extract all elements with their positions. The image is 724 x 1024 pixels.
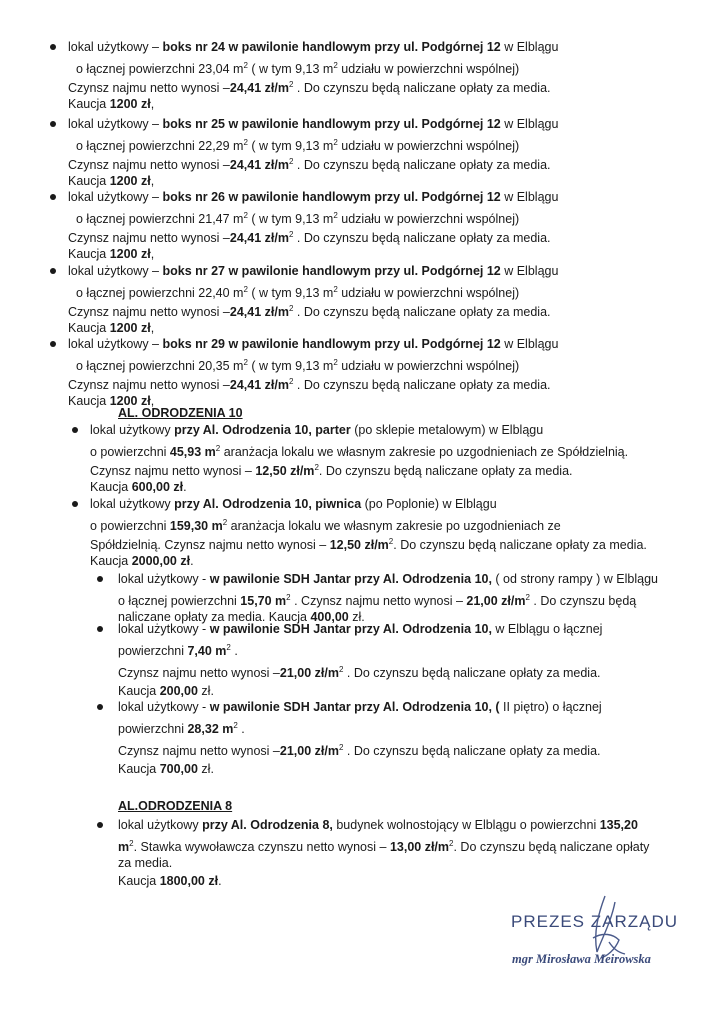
text-fragment: 200,00 (159, 684, 198, 698)
text-fragment: naliczane opłaty za media. Kaucja (118, 610, 311, 624)
text-line (76, 281, 519, 302)
text-fragment: 135,20 (599, 818, 638, 832)
text-fragment: lokal użytkowy - (118, 700, 210, 714)
text-fragment: . Do czynszu będą naliczane opłaty za media. (293, 231, 551, 246)
text-fragment: lokal użytkowy (90, 423, 175, 437)
text-fragment: o łącznej powierzchni (118, 594, 241, 609)
text-fragment: Kaucja (90, 480, 132, 494)
text-fragment: 1200 zł (109, 174, 151, 188)
superscript: 2 (449, 839, 454, 848)
superscript: 2 (288, 377, 294, 386)
text-fragment: , (150, 321, 155, 335)
text-fragment: Czynsz najmu netto wynosi – (90, 464, 256, 479)
text-fragment: o łącznej powierzchni 22,29 m (76, 139, 244, 154)
text-fragment: o łącznej powierzchni 21,47 m (76, 212, 244, 227)
superscript: 2 (333, 61, 338, 70)
text-fragment: o łącznej powierzchni 23,04 m (76, 62, 244, 77)
text-fragment: lokal użytkowy (118, 818, 203, 832)
text-fragment: zł. (197, 684, 214, 698)
text-fragment: przy Al. Odrodzenia 10, parter (174, 423, 351, 437)
text-fragment: udziału w powierzchni wspólnej) (337, 359, 520, 374)
superscript: 2 (288, 304, 294, 313)
superscript: 2 (222, 518, 228, 527)
superscript: 2 (288, 80, 294, 89)
text-fragment: udziału w powierzchni wspólnej) (337, 212, 520, 227)
text-fragment: lokal użytkowy (90, 497, 175, 511)
text-line (90, 533, 647, 554)
bullet-icon (97, 704, 103, 710)
text-fragment: lokal użytkowy - (118, 622, 210, 636)
superscript: 2 (288, 230, 294, 239)
text-fragment: przy Al. Odrodzenia 10, piwnica (174, 497, 362, 511)
text-line (118, 661, 601, 682)
text-line (118, 639, 238, 660)
text-line (68, 373, 686, 394)
text-fragment: Kaucja (68, 321, 110, 335)
text-fragment: 400,00 (310, 610, 349, 624)
text-line (76, 207, 519, 228)
text-fragment: Kaucja (68, 174, 110, 188)
text-fragment: 2000,00 zł (131, 554, 191, 568)
text-fragment: 1800,00 zł (159, 874, 219, 888)
text-line (68, 95, 154, 113)
text-fragment: 159,30 m (169, 519, 223, 534)
text-fragment: . (237, 722, 245, 737)
text-fragment: powierzchni (118, 722, 188, 737)
text-fragment: o powierzchni (90, 519, 170, 534)
text-fragment: . Do czynszu będą (529, 594, 637, 609)
text-fragment: (po Poplonie) w Elblągu (361, 497, 497, 511)
text-fragment: udziału w powierzchni wspólnej) (337, 286, 520, 301)
text-fragment: Kaucja (118, 684, 160, 698)
superscript: 2 (215, 444, 221, 453)
text-fragment: ( od strony rampy ) w Elblągu (491, 572, 658, 586)
text-fragment: Czynsz najmu netto wynosi – (68, 81, 230, 96)
text-fragment: . Do czynszu będą naliczane opłaty (453, 840, 650, 855)
text-fragment: lokal użytkowy - (118, 572, 210, 586)
text-fragment: boks nr 25 w pawilonie handlowym przy ul. Podgórnej 12 (162, 117, 501, 131)
text-line (118, 698, 602, 716)
text-line (90, 440, 628, 461)
text-fragment: Kaucja (68, 394, 110, 408)
text-fragment: o łącznej powierzchni 20,35 m (76, 359, 244, 374)
text-fragment: . (190, 554, 194, 568)
text-fragment: 1200 zł (109, 247, 151, 261)
bullet-icon (97, 626, 103, 632)
text-fragment: . Do czynszu będą naliczane opłaty za media. (393, 538, 647, 553)
text-line (118, 835, 649, 856)
superscript: 2 (226, 643, 231, 652)
text-fragment: 21,00 zł/m (466, 594, 526, 609)
text-fragment: m (118, 840, 130, 855)
text-fragment: za media. (118, 856, 173, 870)
text-fragment: . Do czynszu będą naliczane opłaty za media. (343, 744, 601, 759)
text-fragment: Kaucja (68, 247, 110, 261)
text-line (68, 335, 558, 353)
superscript: 2 (243, 138, 248, 147)
superscript: 2 (243, 211, 248, 220)
text-line (118, 717, 245, 738)
text-line (68, 226, 686, 247)
superscript: 2 (333, 358, 338, 367)
bullet-icon (50, 268, 56, 274)
text-line (118, 739, 601, 760)
text-line (118, 854, 172, 872)
text-fragment: 45,93 m (169, 445, 216, 460)
text-fragment: 1200 zł (109, 321, 151, 335)
text-fragment: powierzchni (118, 644, 188, 659)
text-fragment: , (150, 394, 155, 408)
section-heading-odrodzenia-10: AL. ODRODZENIA 10 (118, 406, 243, 420)
text-fragment: w Elblągu (500, 337, 559, 351)
text-line (68, 115, 558, 133)
superscript: 2 (338, 665, 344, 674)
text-line (118, 570, 658, 588)
text-line (90, 459, 573, 480)
text-line (76, 354, 519, 375)
text-fragment: w Elblągu (500, 264, 559, 278)
superscript: 2 (233, 721, 238, 730)
text-fragment: o łącznej powierzchni 22,40 m (76, 286, 244, 301)
text-fragment: aranżacja lokalu we własnym zakresie po uzgodnieniach ze (227, 519, 561, 534)
text-fragment: 24,41 zł/m (229, 81, 289, 96)
text-fragment: 700,00 (159, 762, 198, 776)
text-fragment: lokal użytkowy – (68, 190, 163, 204)
text-fragment: Czynsz najmu netto wynosi – (68, 305, 230, 320)
text-fragment: . Czynsz najmu netto wynosi – (290, 594, 467, 609)
text-line (68, 262, 558, 280)
text-line (118, 816, 638, 834)
text-line (118, 760, 214, 778)
text-fragment: Spółdzielnią. Czynsz najmu netto wynosi – (90, 538, 330, 553)
text-fragment: 12,50 zł/m (255, 464, 315, 479)
text-line (76, 134, 519, 155)
text-line (90, 552, 194, 570)
text-fragment: Czynsz najmu netto wynosi – (118, 744, 280, 759)
text-fragment: w Elblągu (500, 190, 559, 204)
superscript: 2 (333, 138, 338, 147)
text-fragment: Czynsz najmu netto wynosi – (68, 158, 230, 173)
text-line (68, 153, 686, 174)
text-fragment: ( w tym 9,13 m (247, 286, 334, 301)
text-fragment: 24,41 zł/m (229, 378, 289, 393)
text-line (118, 872, 222, 890)
superscript: 2 (243, 61, 248, 70)
text-fragment: . Do czynszu będą naliczane opłaty za media. (293, 81, 551, 96)
text-fragment: budynek wolnostojący w Elblągu o powierzchni (332, 818, 600, 832)
text-fragment: boks nr 27 w pawilonie handlowym przy ul. Podgórnej 12 (162, 264, 501, 278)
text-fragment: 15,70 m (240, 594, 287, 609)
bullet-icon (97, 822, 103, 828)
text-fragment: udziału w powierzchni wspólnej) (337, 62, 520, 77)
text-fragment: ( w tym 9,13 m (247, 359, 334, 374)
superscript: 2 (243, 358, 248, 367)
text-line (76, 57, 519, 78)
section-heading-odrodzenia-8: AL.ODRODZENIA 8 (118, 799, 233, 813)
text-line (90, 514, 561, 535)
text-fragment: , (150, 174, 155, 188)
text-line (68, 76, 686, 97)
bullet-icon (97, 576, 103, 582)
text-fragment: Czynsz najmu netto wynosi – (68, 378, 230, 393)
text-fragment: lokal użytkowy – (68, 264, 163, 278)
superscript: 2 (338, 743, 344, 752)
superscript: 2 (333, 285, 338, 294)
text-fragment: Czynsz najmu netto wynosi – (68, 231, 230, 246)
text-line (68, 300, 686, 321)
text-fragment: ( w tym 9,13 m (247, 62, 334, 77)
text-fragment: boks nr 29 w pawilonie handlowym przy ul. Podgórnej 12 (162, 337, 501, 351)
text-fragment: . (218, 874, 222, 888)
text-fragment: lokal użytkowy – (68, 117, 163, 131)
bullet-icon (50, 341, 56, 347)
text-line (90, 421, 543, 439)
text-fragment: przy Al. Odrodzenia 8, (202, 818, 333, 832)
text-fragment: o powierzchni (90, 445, 170, 460)
text-fragment: . Do czynszu będą naliczane opłaty za media. (318, 464, 573, 479)
bullet-icon (72, 501, 78, 507)
superscript: 2 (288, 157, 294, 166)
text-fragment: 1200 zł (109, 97, 151, 111)
signature-name: mgr Mirosława Meirowska (512, 952, 651, 966)
text-fragment: . Do czynszu będą naliczane opłaty za media. (293, 378, 551, 393)
text-fragment: ( w tym 9,13 m (247, 212, 334, 227)
text-fragment: Kaucja (118, 762, 160, 776)
signature-title: PREZES ZARZĄDU (511, 912, 679, 931)
superscript: 2 (314, 463, 319, 472)
text-fragment: 21,00 zł/m (279, 666, 339, 681)
text-fragment: II piętro) o łącznej (499, 700, 602, 714)
text-fragment: . Stawka wywoławcza czynszu netto wynosi – (133, 840, 390, 855)
text-fragment: (po sklepie metalowym) w Elblągu (350, 423, 544, 437)
text-fragment: ( w tym 9,13 m (247, 139, 334, 154)
bullet-icon (50, 121, 56, 127)
text-fragment: 600,00 zł (131, 480, 184, 494)
superscript: 2 (286, 593, 291, 602)
text-fragment: 13,00 zł/m (389, 840, 450, 855)
text-fragment: 28,32 m (187, 722, 234, 737)
text-line (118, 589, 636, 610)
text-fragment: Kaucja (118, 874, 160, 888)
text-line (68, 38, 558, 56)
text-fragment: . Do czynszu będą naliczane opłaty za media. (293, 158, 551, 173)
text-fragment: w pawilonie SDH Jantar przy Al. Odrodzenia 10, ( (209, 700, 500, 714)
superscript: 2 (525, 593, 530, 602)
text-fragment: w Elblągu o łącznej (491, 622, 603, 636)
text-fragment: . Do czynszu będą naliczane opłaty za media. (343, 666, 601, 681)
bullet-icon (50, 194, 56, 200)
text-fragment: w Elblągu (500, 117, 559, 131)
text-fragment: 7,40 m (187, 644, 227, 659)
bullet-icon (50, 44, 56, 50)
text-fragment: 12,50 zł/m (329, 538, 389, 553)
text-fragment: lokal użytkowy – (68, 337, 163, 351)
superscript: 2 (243, 285, 248, 294)
superscript: 2 (388, 537, 394, 546)
text-fragment: Czynsz najmu netto wynosi – (118, 666, 280, 681)
text-fragment: 1200 zł (109, 394, 151, 408)
text-fragment: . Do czynszu będą naliczane opłaty za media. (293, 305, 551, 320)
text-fragment: , (150, 97, 155, 111)
text-fragment: w Elblągu (500, 40, 559, 54)
text-fragment: 24,41 zł/m (229, 305, 289, 320)
text-line (68, 188, 558, 206)
text-fragment: 21,00 zł/m (279, 744, 339, 759)
text-fragment: lokal użytkowy – (68, 40, 163, 54)
superscript: 2 (333, 211, 338, 220)
bullet-icon (72, 427, 78, 433)
text-fragment: , (150, 247, 155, 261)
text-line (90, 478, 187, 496)
text-fragment: Kaucja (68, 97, 110, 111)
text-fragment: zł. (197, 762, 214, 776)
text-fragment: aranżacja lokalu we własnym zakresie po uzgodnieniach ze Spółdzielnią. (220, 445, 629, 460)
text-fragment: boks nr 26 w pawilonie handlowym przy ul. Podgórnej 12 (162, 190, 501, 204)
text-fragment: zł. (348, 610, 365, 624)
text-fragment: w pawilonie SDH Jantar przy Al. Odrodzenia 10, (209, 572, 492, 586)
text-fragment: 24,41 zł/m (229, 231, 289, 246)
text-line (90, 495, 497, 513)
text-fragment: . (183, 480, 187, 494)
text-line (118, 620, 602, 638)
text-fragment: boks nr 24 w pawilonie handlowym przy ul. Podgórnej 12 (162, 40, 501, 54)
text-fragment: w pawilonie SDH Jantar przy Al. Odrodzenia 10, (209, 622, 492, 636)
text-fragment: Kaucja (90, 554, 132, 568)
text-fragment: udziału w powierzchni wspólnej) (337, 139, 520, 154)
text-line (68, 245, 154, 263)
text-fragment: . (230, 644, 238, 659)
superscript: 2 (129, 839, 134, 848)
text-fragment: 24,41 zł/m (229, 158, 289, 173)
